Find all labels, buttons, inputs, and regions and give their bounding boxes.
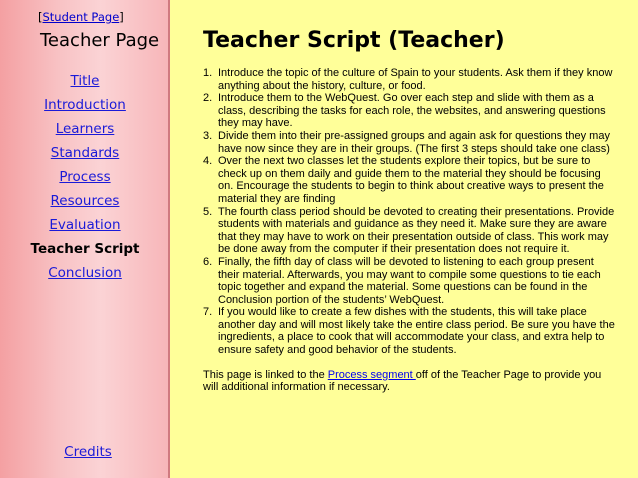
step-item (203, 130, 618, 155)
sidebar-item-process[interactable]: Process (59, 169, 111, 185)
link-note (203, 369, 618, 394)
step-text: If you would like to create a few dishes with the students, this will take place another day and will most likely take the entire class period. Be sure you have the ingredients, a place to cook that will accommodate your class, and extra help to ensure safety and good behavior of the students. (218, 306, 615, 357)
sidebar-item-evaluation[interactable]: Evaluation (49, 217, 121, 233)
step-item (203, 155, 618, 205)
step-text: Finally, the fifth day of class will be devoted to listening to each group present their material. Afterwards, you may want to compile some questions to tie each topic together and expand the material. Some questions can be found in the Conclusion portion of the students’ WebQuest. (218, 255, 601, 306)
step-text: Introduce the topic of the culture of Spain to your students. Ask them if they know anything about the history, culture, or food. (218, 67, 613, 92)
step-item (203, 92, 618, 130)
step-text: The fourth class period should be devoted to creating their presentations. Provide students with materials and guidance as they need it. Make sure they are aware that they may have to work on their presentation outside of class. This work may be done away from the computer if their presentation does not require it. (218, 205, 615, 256)
step-number: 4. (203, 155, 213, 168)
sidebar-item-conclusion[interactable]: Conclusion (48, 265, 122, 281)
step-number: 3. (203, 129, 213, 142)
process-segment-link[interactable]: Process segment (327, 368, 416, 381)
sidebar (0, 0, 170, 478)
steps-list (203, 67, 618, 357)
student-page-breadcrumb: [Student Page] (38, 10, 124, 24)
step-number: 7. (203, 306, 213, 319)
sidebar-item-teacher-script: Teacher Script (30, 241, 140, 257)
sidebar-nav (0, 71, 170, 287)
note-prefix: This page is linked to the (203, 368, 328, 381)
sidebar-item-resources[interactable]: Resources (50, 193, 120, 209)
step-item (203, 206, 618, 256)
step-item (203, 306, 618, 356)
sidebar-item-title[interactable]: Title (70, 73, 100, 89)
step-number: 2. (203, 92, 213, 105)
sidebar-item-introduction[interactable]: Introduction (44, 97, 126, 113)
student-page-link[interactable]: Student Page (42, 10, 120, 24)
sidebar-item-credits[interactable]: Credits (64, 444, 112, 460)
note-suffix: off of the Teacher Page to provide you will additional information if necessary. (203, 368, 602, 394)
sidebar-title: Teacher Page (40, 30, 160, 51)
page-title: Teacher Script (Teacher) (203, 28, 505, 53)
step-text: Introduce them to the WebQuest. Go over each step and slide with them as a class, describing the tasks for each role, the websites, and answering questions they may have. (218, 92, 606, 130)
step-item (203, 256, 618, 306)
step-number: 6. (203, 255, 213, 268)
script-content (203, 67, 618, 394)
sidebar-item-standards[interactable]: Standards (50, 145, 120, 161)
step-number: 5. (203, 205, 213, 218)
step-item (203, 67, 618, 92)
step-text: Divide them into their pre-assigned groups and again ask for questions they may have now since they are in their groups. (The first 3 steps should take one class) (218, 129, 610, 155)
sidebar-item-learners[interactable]: Learners (55, 121, 115, 137)
step-text: Over the next two classes let the students explore their topics, but be sure to check up on them daily and guide them to the material they should be focusing on. Encourage the students to begin to think about creative ways to present the material they are finding (218, 155, 604, 205)
step-number: 1. (203, 67, 213, 79)
